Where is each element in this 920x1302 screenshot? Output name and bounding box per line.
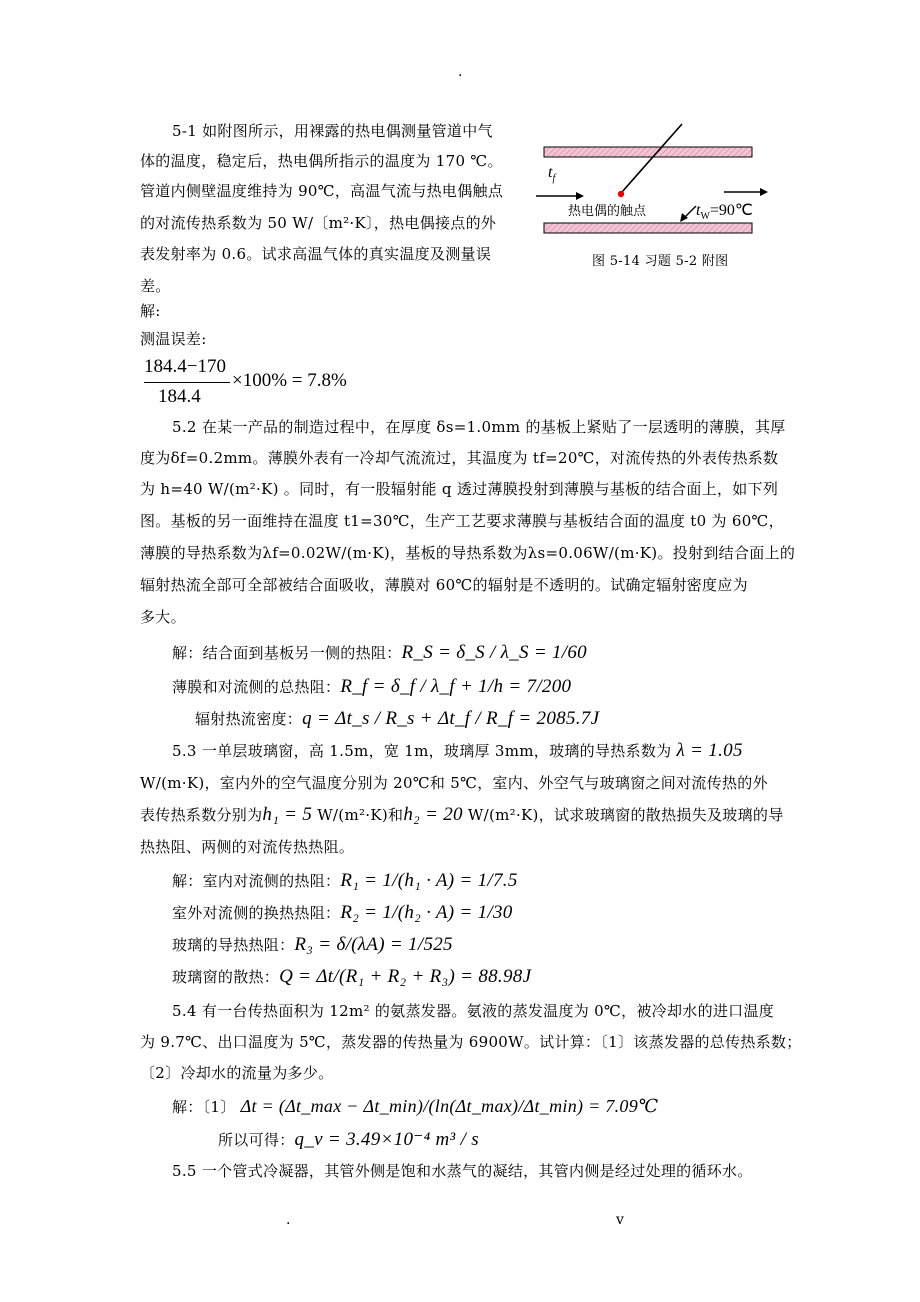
figure-caption: 图 5-14 习题 5-2 附图 bbox=[592, 254, 729, 269]
header-mark: . bbox=[458, 64, 463, 80]
tw-label: $t_W=90℃$ bbox=[696, 202, 753, 223]
p52-solution-3: 辐射热流密度：q = Δt_s / R_s + Δt_f / R_f = 2085.7J bbox=[195, 708, 600, 729]
p52-line: 辐射热流全部可全部被结合面吸收，薄膜对 60℃的辐射是不透明的。试确定辐射密度应为 bbox=[140, 576, 748, 594]
solution-label: 解: bbox=[140, 302, 161, 320]
p52-solution-2: 薄膜和对流侧的总热阻：R_f = δ_f / λ_f + 1/h = 7/200 bbox=[172, 676, 572, 697]
p52-line: 度为δf=0.2mm。薄膜外表有一冷却气流流过，其温度为 tf=20℃，对流传热的外表传热系数 bbox=[140, 449, 779, 467]
p55-line: 5.5 一个管式冷凝器，其管外侧是饱和水蒸气的凝结，其管内侧是经过处理的循环水。 bbox=[172, 1162, 753, 1180]
error-result: ×100% = 7.8% bbox=[232, 370, 347, 391]
p52-line: 多大。 bbox=[140, 608, 186, 626]
tf-label: $t_f$ bbox=[548, 164, 556, 185]
error-denominator: 184.4 bbox=[158, 386, 201, 407]
thermocouple-junction bbox=[618, 191, 624, 197]
error-label: 测温误差: bbox=[140, 330, 207, 348]
p53-line: 表传热系数分别为h₁ = 5 W/(m²·K)和h₂ = 20 W/(m²·K)，试求玻璃窗的散热损失及玻璃的导 bbox=[140, 804, 784, 825]
p53-solution-4: 玻璃窗的散热：Q = Δt/(R₁ + R₂ + R₃) = 88.98J bbox=[172, 966, 532, 987]
p51-line: 5-1 如附图所示，用裸露的热电偶测量管道中气 bbox=[172, 122, 493, 140]
p51-line: 表发射率为 0.6。试求高温气体的真实温度及测量误 bbox=[140, 245, 492, 263]
p51-line: 体的温度，稳定后，热电偶所指示的温度为 170 ℃。 bbox=[140, 152, 503, 170]
pipe-wall-top bbox=[544, 147, 752, 157]
p54-line: 为 9.7℃、出口温度为 5℃，蒸发器的传热量为 6900W。试计算：〔1〕该蒸发器的总传热系数； bbox=[140, 1033, 802, 1051]
fraction-bar bbox=[144, 382, 230, 383]
p53-line: W/(m·K)，室内外的空气温度分别为 20℃和 5℃，室内、外空气与玻璃窗之间对流传热的外 bbox=[140, 774, 768, 792]
p53-line: 热热阻、两侧的对流传热热阻。 bbox=[140, 838, 355, 856]
p54-solution-1: 解：〔1〕 Δt = (Δt_max − Δt_min)/(ln(Δt_max)/Δt_min) = 7.09℃ bbox=[172, 1096, 659, 1116]
pipe-wall-bottom bbox=[544, 223, 752, 233]
p54-solution-2: 所以可得：q_v = 3.49×10⁻⁴ m³ / s bbox=[218, 1129, 479, 1150]
junction-label: 热电偶的触点 bbox=[568, 204, 647, 219]
p53-solution-1: 解：室内对流侧的热阻：R₁ = 1/(h₁ · A) = 1/7.5 bbox=[172, 870, 518, 891]
thermocouple-wire bbox=[622, 124, 682, 192]
p53-solution-2: 室外对流侧的换热热阻：R₂ = 1/(h₂ · A) = 1/30 bbox=[172, 902, 513, 923]
error-numerator: 184.4−170 bbox=[144, 356, 226, 377]
p52-line: 薄膜的导热系数为λf=0.02W/(m·K)，基板的导热系数为λs=0.06W/(m·K)。投射到结合面上的 bbox=[140, 544, 796, 562]
p51-line: 的对流传热系数为 50 W/〔m²·K〕，热电偶接点的外 bbox=[140, 214, 497, 232]
p52-line: 为 h=40 W/(m²·K) 。同时，有一股辐射能 q 透过薄膜投射到薄膜与基板的结合面上，如下列 bbox=[140, 480, 779, 498]
p52-line: 5.2 在某一产品的制造过程中，在厚度 δs=1.0mm 的基板上紧贴了一层透明的薄膜，其厚 bbox=[172, 418, 786, 436]
footer-left-mark: . bbox=[286, 1212, 291, 1228]
p53-solution-3: 玻璃的导热热阻：R₃ = δ/(λA) = 1/525 bbox=[172, 934, 453, 955]
p52-line: 图。基板的另一面维持在温度 t1=30℃，生产工艺要求薄膜与基板结合面的温度 t0 为 60℃， bbox=[140, 512, 784, 530]
p54-line: 5.4 有一台传热面积为 12m² 的氨蒸发器。氨液的蒸发温度为 0℃，被冷却水的进口温度 bbox=[172, 1002, 775, 1020]
p54-line: 〔2〕冷却水的流量为多少。 bbox=[140, 1064, 334, 1082]
p51-line: 管道内侧壁温度维持为 90℃，高温气流与热电偶触点 bbox=[140, 182, 504, 200]
p52-solution-1: 解：结合面到基板另一侧的热阻：R_S = δ_S / λ_S = 1/60 bbox=[172, 642, 587, 663]
footer-right-mark: v bbox=[616, 1212, 624, 1228]
p53-line: 5.3 一单层玻璃窗，高 1.5m，宽 1m，玻璃厚 3mm，玻璃的导热系数为 λ = 1.05 bbox=[172, 740, 743, 761]
p51-line: 差。 bbox=[140, 277, 171, 295]
